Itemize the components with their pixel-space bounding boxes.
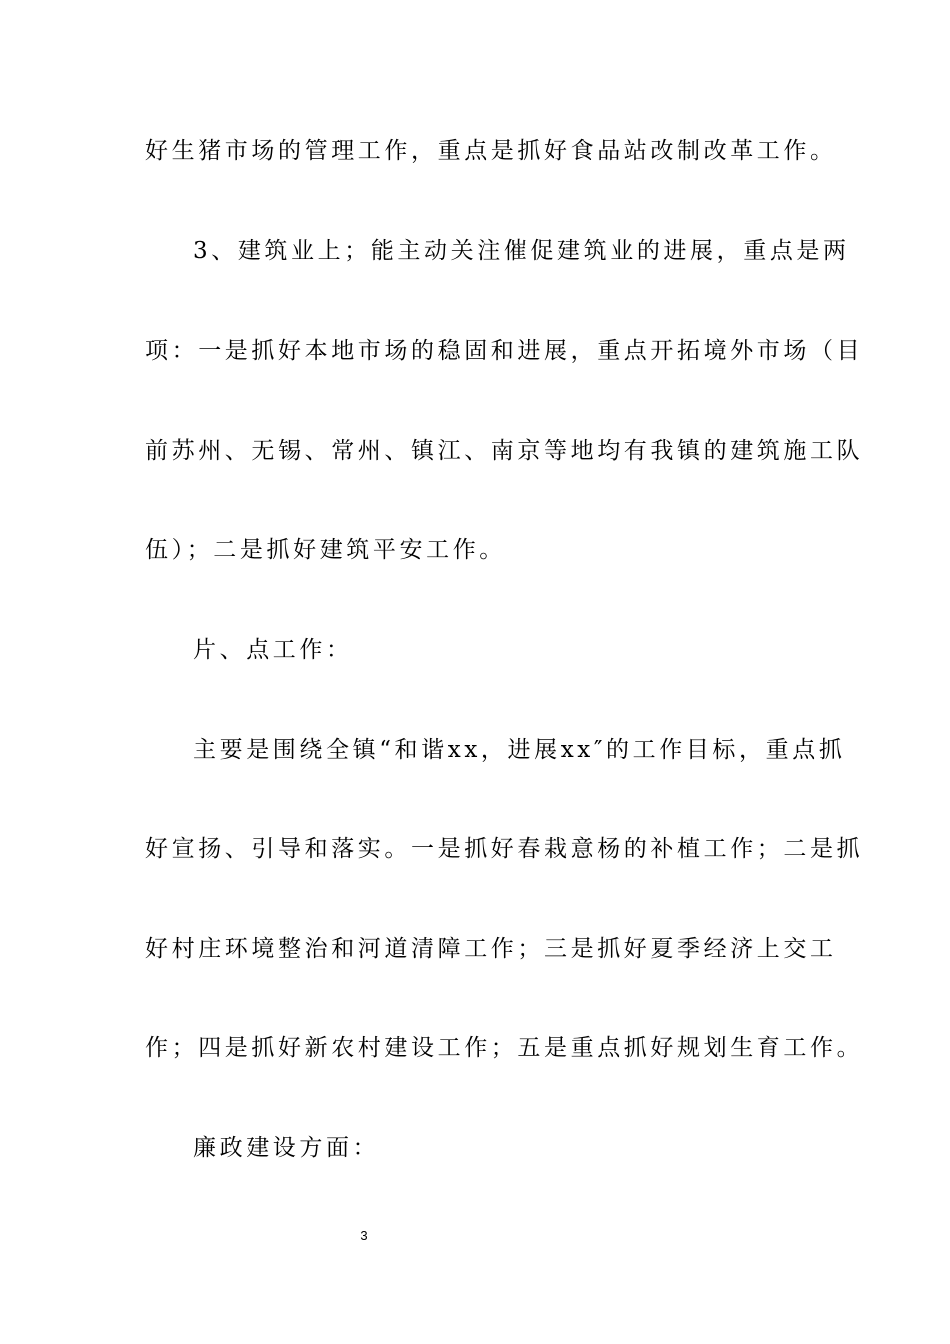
paragraph-line: 作；四是抓好新农村建设工作；五是重点抓好规划生育工作。 — [145, 1035, 864, 1061]
section-heading: 廉政建设方面： — [193, 1135, 380, 1161]
paragraph-line: 3、建筑业上；能主动关注催促建筑业的进展，重点是两 — [193, 238, 850, 264]
page-number: 3 — [360, 1228, 368, 1243]
paragraph-line: 前苏州、无锡、常州、镇江、南京等地均有我镇的建筑施工队 — [145, 438, 864, 464]
paragraph-line: 好生猪市场的管理工作，重点是抓好食品站改制改革工作。 — [145, 138, 837, 164]
paragraph-line: 好村庄环境整治和河道清障工作；三是抓好夏季经济上交工 — [145, 936, 837, 962]
paragraph-line: 伍）；二是抓好建筑平安工作。 — [145, 537, 506, 563]
section-heading: 片、点工作： — [193, 637, 353, 663]
paragraph-line: 好宣扬、引导和落实。一是抓好春栽意杨的补植工作；二是抓 — [145, 836, 864, 862]
paragraph-line: 项：一是抓好本地市场的稳固和进展，重点开拓境外市场（目 — [145, 338, 864, 364]
paragraph-line: 主要是围绕全镇“和谐xx，进展xx″的工作目标，重点抓 — [193, 737, 846, 763]
